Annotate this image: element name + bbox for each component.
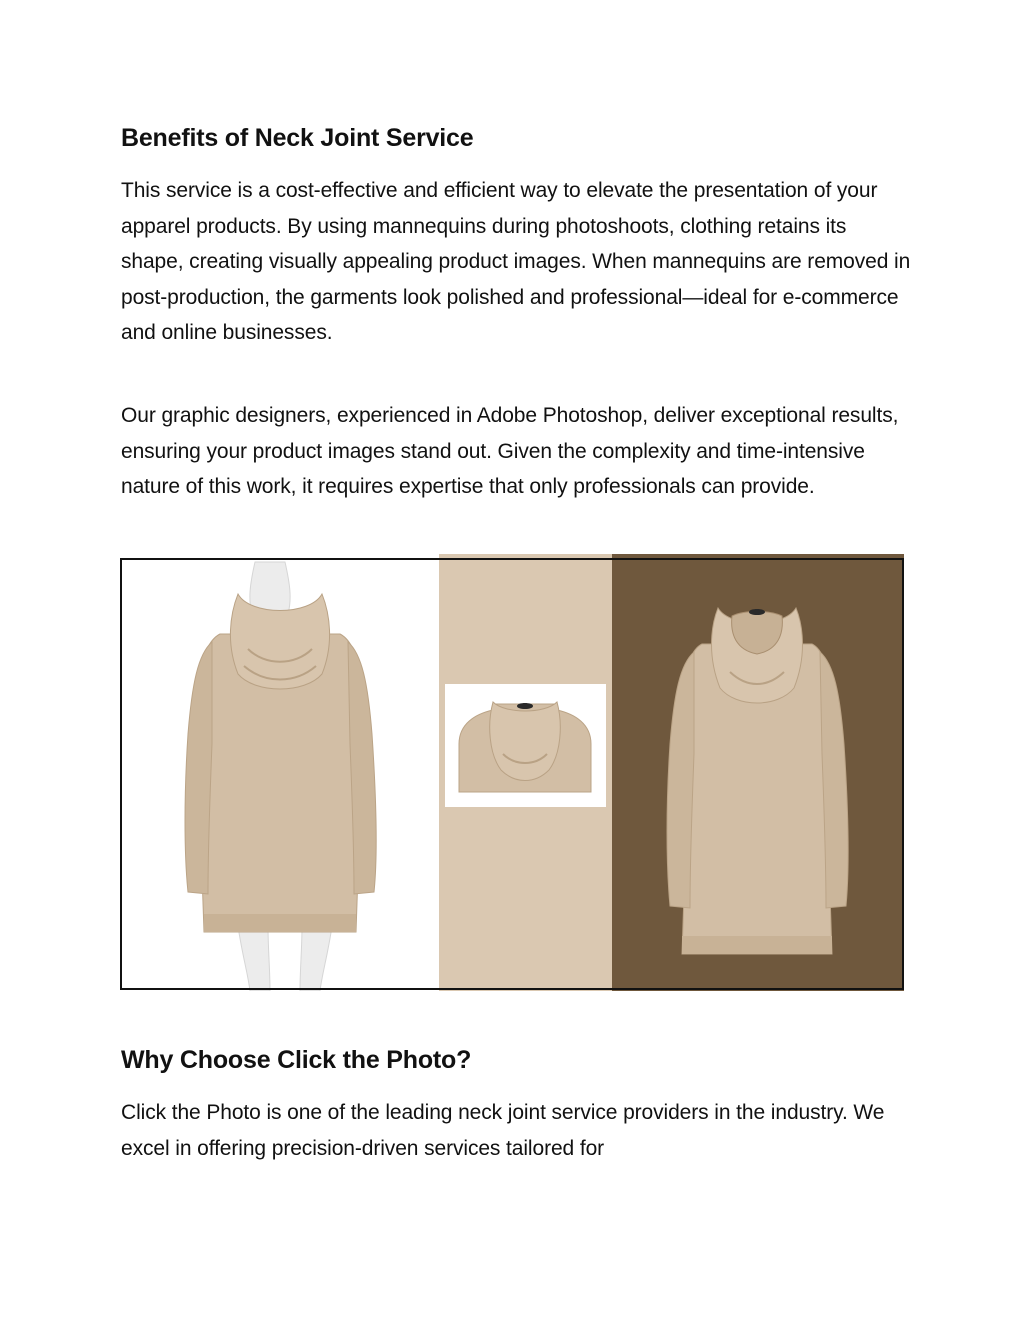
sweater-on-mannequin-illustration <box>120 554 439 991</box>
collar-closeup-illustration <box>445 684 606 807</box>
neck-detail-inset <box>445 684 606 807</box>
neck-joint-comparison-image <box>120 554 904 991</box>
paragraph-designers: Our graphic designers, experienced in Adobe Photoshop, deliver exceptional results, ensuring your product images stand out. Given the complexity and time-intensive nature of this work, it requires expertise that only professionals can provide. <box>121 404 899 498</box>
after-ghost-mannequin-panel <box>612 554 904 991</box>
section-heading-why-choose: Why Choose Click the Photo? <box>121 1046 472 1074</box>
before-mannequin-panel <box>120 554 439 991</box>
section-heading-benefits: Benefits of Neck Joint Service <box>121 124 474 152</box>
ghost-mannequin-sweater-illustration <box>612 554 904 991</box>
neck-detail-panel <box>439 554 612 991</box>
paragraph-benefits-intro: This service is a cost-effective and efficient way to elevate the presentation of your apparel products. By using mannequins during photoshoots, clothing retains its shape, creating visually appealing product images. When mannequins are removed in post-production, the garments look polished and professional—ideal for e-commerce and online businesses. <box>121 179 911 344</box>
paragraph-why-choose: Click the Photo is one of the leading neck joint service providers in the industry. We excel in offering precision-driven services tailored for <box>121 1101 885 1160</box>
